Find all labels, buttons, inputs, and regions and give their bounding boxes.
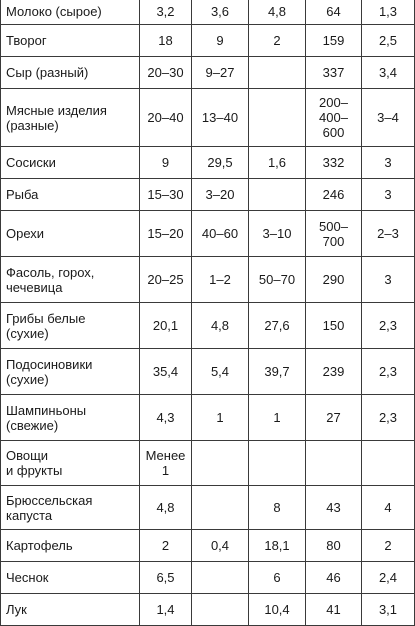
value-cell: 2,5 (362, 25, 415, 57)
value-cell: 2,3 (362, 349, 415, 395)
value-cell: 1,3 (362, 0, 415, 25)
value-cell: 1–2 (192, 257, 249, 303)
product-name-cell: Мясные изделия (разные) (1, 89, 140, 147)
value-cell: 2 (140, 530, 192, 562)
value-cell (192, 594, 249, 626)
table-row (1, 594, 415, 626)
value-cell: 4 (362, 486, 415, 530)
value-cell: 3–20 (192, 179, 249, 211)
value-cell: 159 (306, 25, 362, 57)
product-name-cell: Сосиски (1, 147, 140, 179)
value-cell: 5,4 (192, 349, 249, 395)
value-cell: 150 (306, 303, 362, 349)
value-cell: 4,8 (140, 486, 192, 530)
product-name-cell: Лук (1, 594, 140, 626)
value-cell (249, 89, 306, 147)
table-body (1, 0, 415, 626)
value-cell: 1 (249, 395, 306, 441)
table-row (1, 257, 415, 303)
table-row (1, 179, 415, 211)
table-row (1, 349, 415, 395)
table-row (1, 486, 415, 530)
value-cell (192, 486, 249, 530)
value-cell (192, 441, 249, 486)
value-cell: 0,4 (192, 530, 249, 562)
value-cell: 13–40 (192, 89, 249, 147)
value-cell: 2,4 (362, 562, 415, 594)
product-name-cell: Овощи и фрукты (1, 441, 140, 486)
table-row (1, 0, 415, 25)
value-cell: 80 (306, 530, 362, 562)
product-name-cell: Брюссельская капуста (1, 486, 140, 530)
value-cell: 9–27 (192, 57, 249, 89)
value-cell: Менее 1 (140, 441, 192, 486)
value-cell: 3,1 (362, 594, 415, 626)
value-cell: 2,3 (362, 303, 415, 349)
value-cell: 41 (306, 594, 362, 626)
table-row (1, 530, 415, 562)
value-cell: 2 (362, 530, 415, 562)
value-cell: 35,4 (140, 349, 192, 395)
value-cell (249, 441, 306, 486)
value-cell: 4,3 (140, 395, 192, 441)
value-cell: 10,4 (249, 594, 306, 626)
product-name-cell: Творог (1, 25, 140, 57)
table-row (1, 441, 415, 486)
value-cell: 6,5 (140, 562, 192, 594)
value-cell: 290 (306, 257, 362, 303)
value-cell: 2–3 (362, 211, 415, 257)
value-cell (192, 562, 249, 594)
table-row (1, 147, 415, 179)
value-cell: 3–4 (362, 89, 415, 147)
product-name-cell: Фасоль, горох, чечевица (1, 257, 140, 303)
value-cell (362, 441, 415, 486)
value-cell: 6 (249, 562, 306, 594)
product-name-cell: Шампиньоны (свежие) (1, 395, 140, 441)
product-name-cell: Грибы белые (сухие) (1, 303, 140, 349)
table-row (1, 303, 415, 349)
value-cell: 1,6 (249, 147, 306, 179)
value-cell: 20–30 (140, 57, 192, 89)
value-cell: 1,4 (140, 594, 192, 626)
value-cell: 46 (306, 562, 362, 594)
value-cell: 246 (306, 179, 362, 211)
table-row (1, 57, 415, 89)
value-cell: 3,6 (192, 0, 249, 25)
value-cell: 50–70 (249, 257, 306, 303)
value-cell: 3,4 (362, 57, 415, 89)
value-cell: 8 (249, 486, 306, 530)
table-row (1, 89, 415, 147)
value-cell: 20–40 (140, 89, 192, 147)
value-cell: 337 (306, 57, 362, 89)
product-name-cell: Подосиновики (сухие) (1, 349, 140, 395)
value-cell (306, 441, 362, 486)
value-cell: 200– 400– 600 (306, 89, 362, 147)
value-cell: 64 (306, 0, 362, 25)
value-cell: 3 (362, 257, 415, 303)
value-cell: 27,6 (249, 303, 306, 349)
value-cell: 43 (306, 486, 362, 530)
value-cell: 9 (192, 25, 249, 57)
product-name-cell: Орехи (1, 211, 140, 257)
value-cell: 2 (249, 25, 306, 57)
value-cell: 27 (306, 395, 362, 441)
value-cell (249, 179, 306, 211)
product-name-cell: Молоко (сырое) (1, 0, 140, 25)
value-cell: 39,7 (249, 349, 306, 395)
product-name-cell: Чеснок (1, 562, 140, 594)
table-row (1, 25, 415, 57)
value-cell: 18 (140, 25, 192, 57)
value-cell: 239 (306, 349, 362, 395)
value-cell: 29,5 (192, 147, 249, 179)
value-cell: 3,2 (140, 0, 192, 25)
value-cell: 15–30 (140, 179, 192, 211)
table-row (1, 395, 415, 441)
value-cell: 3 (362, 179, 415, 211)
value-cell: 18,1 (249, 530, 306, 562)
value-cell: 15–20 (140, 211, 192, 257)
value-cell: 4,8 (192, 303, 249, 349)
table-row (1, 562, 415, 594)
value-cell: 4,8 (249, 0, 306, 25)
value-cell: 20–25 (140, 257, 192, 303)
value-cell: 9 (140, 147, 192, 179)
value-cell: 3–10 (249, 211, 306, 257)
value-cell: 332 (306, 147, 362, 179)
value-cell: 20,1 (140, 303, 192, 349)
value-cell: 40–60 (192, 211, 249, 257)
product-name-cell: Рыба (1, 179, 140, 211)
table-row (1, 211, 415, 257)
value-cell: 1 (192, 395, 249, 441)
value-cell (249, 57, 306, 89)
value-cell: 2,3 (362, 395, 415, 441)
product-name-cell: Сыр (разный) (1, 57, 140, 89)
value-cell: 3 (362, 147, 415, 179)
product-name-cell: Картофель (1, 530, 140, 562)
value-cell: 500– 700 (306, 211, 362, 257)
